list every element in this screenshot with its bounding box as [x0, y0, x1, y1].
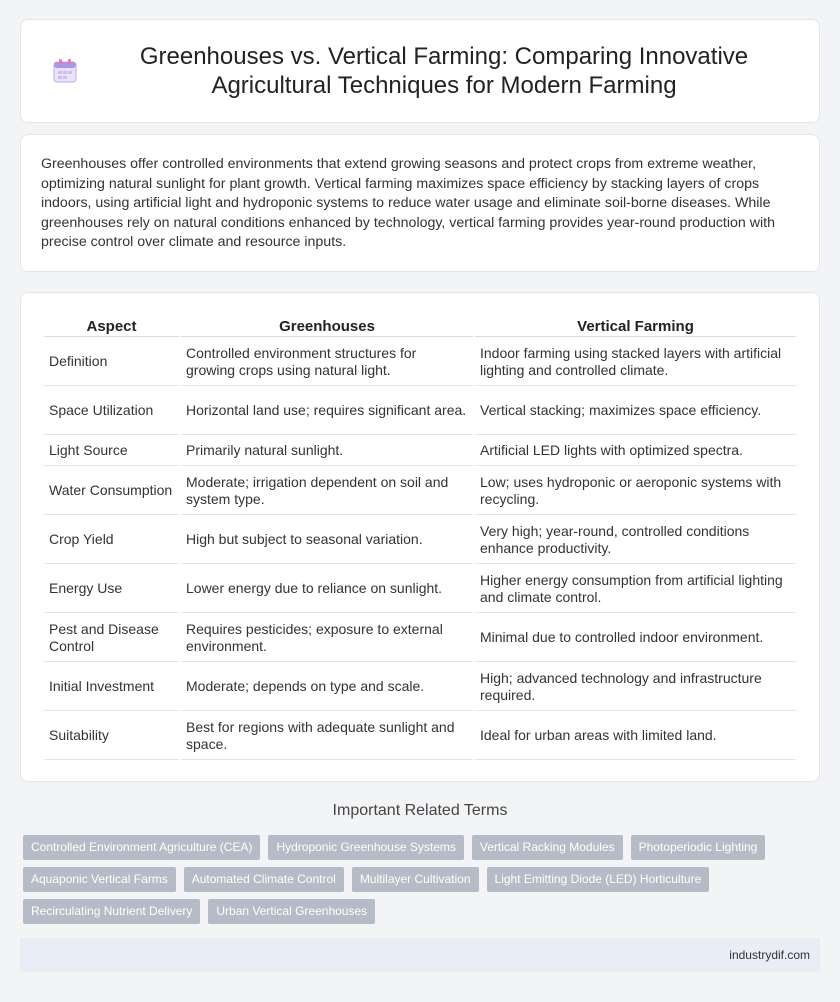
- vertical-farming-cell: Indoor farming using stacked layers with artificial lighting and controlled climate.: [475, 339, 796, 386]
- related-term-tag[interactable]: Recirculating Nutrient Delivery: [23, 899, 200, 924]
- vertical-farming-cell: Very high; year-round, controlled conditions enhance productivity.: [475, 517, 796, 564]
- intro-paragraph: Greenhouses offer controlled environments that extend growing seasons and protect crops from extreme weather, optimizing natural sunlight for plant growth. Vertical farming maximizes space efficiency by stacking layers of crops indoors, using artificial light and hydroponic systems to reduce water usage and eliminate soil-borne diseases. While greenhouses rely on natural conditions enhanced by technology, vertical farming provides year-round production with precise control over climate and resource inputs.: [41, 156, 775, 250]
- vertical-farming-cell: Vertical stacking; maximizes space efficiency.: [475, 388, 796, 435]
- greenhouses-cell: Best for regions with adequate sunlight and space.: [181, 713, 473, 760]
- greenhouses-cell: Primarily natural sunlight.: [181, 437, 473, 466]
- table-row: [44, 615, 796, 662]
- related-term-tag[interactable]: Aquaponic Vertical Farms: [23, 867, 176, 892]
- aspect-cell: Definition: [44, 339, 179, 386]
- greenhouses-cell: Controlled environment structures for growing crops using natural light.: [181, 339, 473, 386]
- vertical-farming-cell: Artificial LED lights with optimized spectra.: [475, 437, 796, 466]
- calendar-icon: [51, 57, 79, 85]
- greenhouses-cell: Lower energy due to reliance on sunlight.: [181, 566, 473, 613]
- column-header-aspect: Aspect: [44, 317, 179, 337]
- comparison-table: [42, 315, 798, 762]
- related-terms-list: [23, 835, 803, 931]
- table-row: [44, 437, 796, 466]
- aspect-cell: Water Consumption: [44, 468, 179, 515]
- aspect-cell: Energy Use: [44, 566, 179, 613]
- column-header-greenhouses: Greenhouses: [181, 317, 473, 337]
- greenhouses-cell: Requires pesticides; exposure to external environment.: [181, 615, 473, 662]
- vertical-farming-cell: Higher energy consumption from artificial lighting and climate control.: [475, 566, 796, 613]
- greenhouses-cell: Moderate; depends on type and scale.: [181, 664, 473, 711]
- footer: [20, 938, 820, 972]
- greenhouses-cell: High but subject to seasonal variation.: [181, 517, 473, 564]
- related-term-tag[interactable]: Automated Climate Control: [184, 867, 344, 892]
- aspect-cell: Suitability: [44, 713, 179, 760]
- aspect-cell: Crop Yield: [44, 517, 179, 564]
- greenhouses-cell: Moderate; irrigation dependent on soil and system type.: [181, 468, 473, 515]
- column-header-vertical-farming: Vertical Farming: [475, 317, 796, 337]
- related-term-tag[interactable]: Urban Vertical Greenhouses: [208, 899, 375, 924]
- table-row: [44, 388, 796, 435]
- related-term-tag[interactable]: Vertical Racking Modules: [472, 835, 623, 860]
- page-title: Greenhouses vs. Vertical Farming: Comparing Innovative Agricultural Techniques for Modern Farming: [139, 43, 749, 99]
- vertical-farming-cell: Low; uses hydroponic or aeroponic systems with recycling.: [475, 468, 796, 515]
- aspect-cell: Light Source: [44, 437, 179, 466]
- related-term-tag[interactable]: Controlled Environment Agriculture (CEA): [23, 835, 260, 860]
- greenhouses-cell: Horizontal land use; requires significant area.: [181, 388, 473, 435]
- table-row: [44, 566, 796, 613]
- vertical-farming-cell: Ideal for urban areas with limited land.: [475, 713, 796, 760]
- table-row: [44, 339, 796, 386]
- aspect-cell: Space Utilization: [44, 388, 179, 435]
- related-term-tag[interactable]: Hydroponic Greenhouse Systems: [268, 835, 463, 860]
- related-terms-heading: Important Related Terms: [332, 802, 508, 819]
- related-term-tag[interactable]: Light Emitting Diode (LED) Horticulture: [487, 867, 710, 892]
- table-row: [44, 664, 796, 711]
- aspect-cell: Pest and Disease Control: [44, 615, 179, 662]
- related-term-tag[interactable]: Multilayer Cultivation: [352, 867, 479, 892]
- aspect-cell: Initial Investment: [44, 664, 179, 711]
- vertical-farming-cell: Minimal due to controlled indoor environment.: [475, 615, 796, 662]
- footer-site-link[interactable]: industrydif.com: [729, 948, 810, 962]
- table-header-row: [44, 317, 796, 337]
- related-term-tag[interactable]: Photoperiodic Lighting: [631, 835, 766, 860]
- comparison-table-card: [20, 292, 820, 782]
- intro-card: [20, 134, 820, 272]
- table-row: [44, 517, 796, 564]
- vertical-farming-cell: High; advanced technology and infrastructure required.: [475, 664, 796, 711]
- table-row: [44, 468, 796, 515]
- table-row: [44, 713, 796, 760]
- title-card: [20, 19, 820, 123]
